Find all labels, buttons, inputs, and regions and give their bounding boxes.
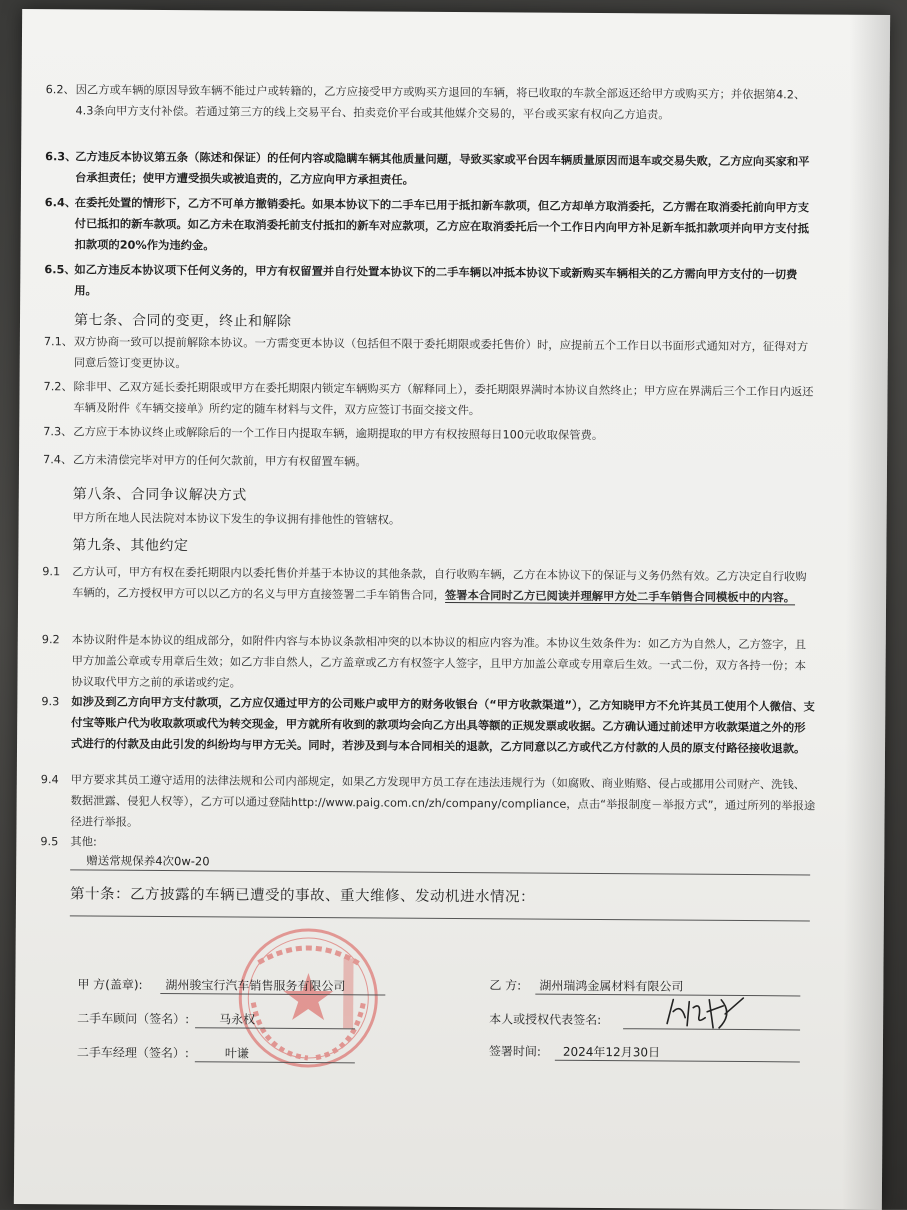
party-a-label: 甲 方(盖章): <box>77 977 143 992</box>
company-seal <box>233 922 384 1073</box>
consultant-value: 马永权 <box>219 1012 256 1027</box>
clause-9-1-bold: 签署本合同时乙方已阅读并理解甲方处二手车销售合同模板中的内容。 <box>444 588 796 605</box>
consultant-label: 二手车顾问（签名）: <box>77 1011 190 1027</box>
party-b-label: 乙 方: <box>489 978 522 993</box>
section-9-heading: 第九条、其他约定 <box>72 537 189 555</box>
contract-page <box>14 9 890 1210</box>
clause-6-3: 6.3、 乙方违反本协议第五条（陈述和保证）的任何内容或隐瞒车辆其他质量问题，导致买家或平台因车辆质量原因而退车或交易失败，乙方应向买家和平台承担责任；使甲方遭受损失或被追责的，乙方应向甲方承担责任。 <box>45 150 810 187</box>
section-8-heading: 第八条、合同争议解决方式 <box>72 486 247 504</box>
party-b-value: 湖州瑞鸿金属材料有限公司 <box>539 978 684 994</box>
clause-6-4: 6.4、 在委托处置的情形下，乙方不可单方撤销委托。如果本协议下的二手车已用于抵扣新车款项，但乙方却单方取消委托，乙方需在取消委托前向甲方支付已抵扣的新车款项。如乙方未在取消委托前支付抵扣的新车对应款项，乙方应在取消委托后一个工作日内向甲方补足新车抵扣款项并向甲方支付抵扣款项的20%作为违约金。 <box>44 196 810 253</box>
clause-7-4: 7.4、 乙方未清偿完毕对甲方的任何欠款前，甲方有权留置车辆。 <box>42 453 367 469</box>
date-value: 2024年12月30日 <box>562 1044 661 1060</box>
clause-9-2: 9.2 本协议附件是本协议的组成部分，如附件内容与本协议条款相冲突的以本协议的相应内容为准。本协议生效条件为：如乙方为自然人，乙方签字，且甲方加盖公章或专用章后生效；如乙方非自然人，乙方盖章或乙方有权签字人签字，且甲方加盖公章或专用章后生效。一式二份，双方各持一份；本协议取代甲方之前的承诺或约定。 <box>41 633 807 690</box>
clause-7-1: 7.1、 双方协商一致可以提前解除本协议。一方需变更本协议（包括但不限于委托期限或委托售价）时，应提前五个工作日以书面形式通知对方，征得对方同意后签订变更协议。 <box>43 335 809 371</box>
rep-label: 本人或授权代表签名: <box>489 1012 602 1028</box>
disclosure-line-1 <box>70 915 810 921</box>
clause-6-2: 6.2、 因乙方或车辆的原因导致车辆不能过户或转籍的，乙方应接受甲方或购买方退回的车辆，将已收取的车款全部返还给甲方或购买方；并依据第4.2、4.3条向甲方支付补偿。若通过第三方的线上交易平台、拍卖竞价平台或其他媒介交易的，平台或买家有权向乙方追责。 <box>45 83 806 122</box>
clause-9-1-text: 乙方认可，甲方有权在委托期限内以委托售价并基于本协议的其他条款，自行收购车辆，乙方在本协议下的保证与义务仍然有效。乙方决定自行收购车辆的，乙方授权甲方可以以乙方的名义与甲方直接签署二手车销售合同， <box>72 565 807 602</box>
clause-6-5: 6.5、 如乙方违反本协议项下任何义务的，甲方有权留置并自行处置本协议下的二手车辆以冲抵本协议下或新购买车辆相关的乙方需向甲方支付的一切费用。 <box>44 263 798 298</box>
section-7-heading: 第七条、合同的变更，终止和解除 <box>73 312 292 330</box>
clause-9-1: 9.1 乙方认可，甲方有权在委托期限内以委托售价并基于本协议的其他条款，自行收购车辆，乙方在本协议下的保证与义务仍然有效。乙方决定自行收购车辆的，乙方授权甲方可以以乙方的名义与甲方直接签署二手车销售合同，签署本合同时乙方已阅读并理解甲方处二手车销售合同模板中的内容。 <box>42 565 807 605</box>
party-a-value: 湖州骏宝行汽车销售服务有限公司 <box>165 978 346 994</box>
clause-7-2: 7.2、 除非甲、乙双方延长委托期限或甲方在委托期限内锁定车辆购买方（解释同上），委托期限界满时本协议自然终止；甲方应在界满后三个工作日内返还车辆及附件《车辆交接单》所约定的随车材料与文件，双方应签订书面交接文件。 <box>43 380 814 418</box>
clause-9-4: 9.4 甲方要求其员工遵守适用的法律法规和公司内部规定，如果乙方发现甲方员工存在违法违规行为（如腐败、商业贿赂、侵占或挪用公司财产、洗钱、数据泄露、侵犯人权等），乙方可以通过登陆http://www.paig.com.cn/zh/company/compliance，点击“举报制度－举报方式”，通过所列的举报途径进行举报。 <box>40 773 816 829</box>
clause-9-5: 9.5 其他: <box>40 835 97 849</box>
other-value: 赠送常规保养4次0w-20 <box>86 853 210 869</box>
manager-value: 叶谦 <box>224 1046 249 1061</box>
clause-7-3: 7.3、 乙方应于本协议终止或解除后的一个工作日内提取车辆，逾期提取的甲方有权按照每日100元收取保管费。 <box>43 425 604 443</box>
section-8-text: 甲方所在地人民法院对本协议下发生的争议拥有排他性的管辖权。 <box>72 511 401 527</box>
clause-9-3: 9.3 如涉及到乙方向甲方支付款项，乙方应仅通过甲方的公司账户或甲方的财务收银台（“甲方收款渠道”），乙方知晓甲方不允许其员工使用个人微信、支付宝等账户代为收取款项或代为转交现金，甲方就所有收到的款项均会向乙方出具等额的正规发票或收据。乙方确认通过前述甲方收款渠道之外的形式进行的付款及由此引发的纠纷均与甲方无关。同时，若涉及到与本合同相关的退款，乙方同意以乙方或代乙方付款的人员的原支付路径接收退款。 <box>41 695 815 756</box>
other-underline <box>70 869 810 875</box>
manager-label: 二手车经理（签名）: <box>76 1045 189 1061</box>
handwritten-signature <box>663 993 753 1034</box>
date-label: 签署时间: <box>488 1044 542 1059</box>
section-10-heading: 第十条：乙方披露的车辆已遭受的事故、重大维修、发动机进水情况： <box>69 886 536 906</box>
